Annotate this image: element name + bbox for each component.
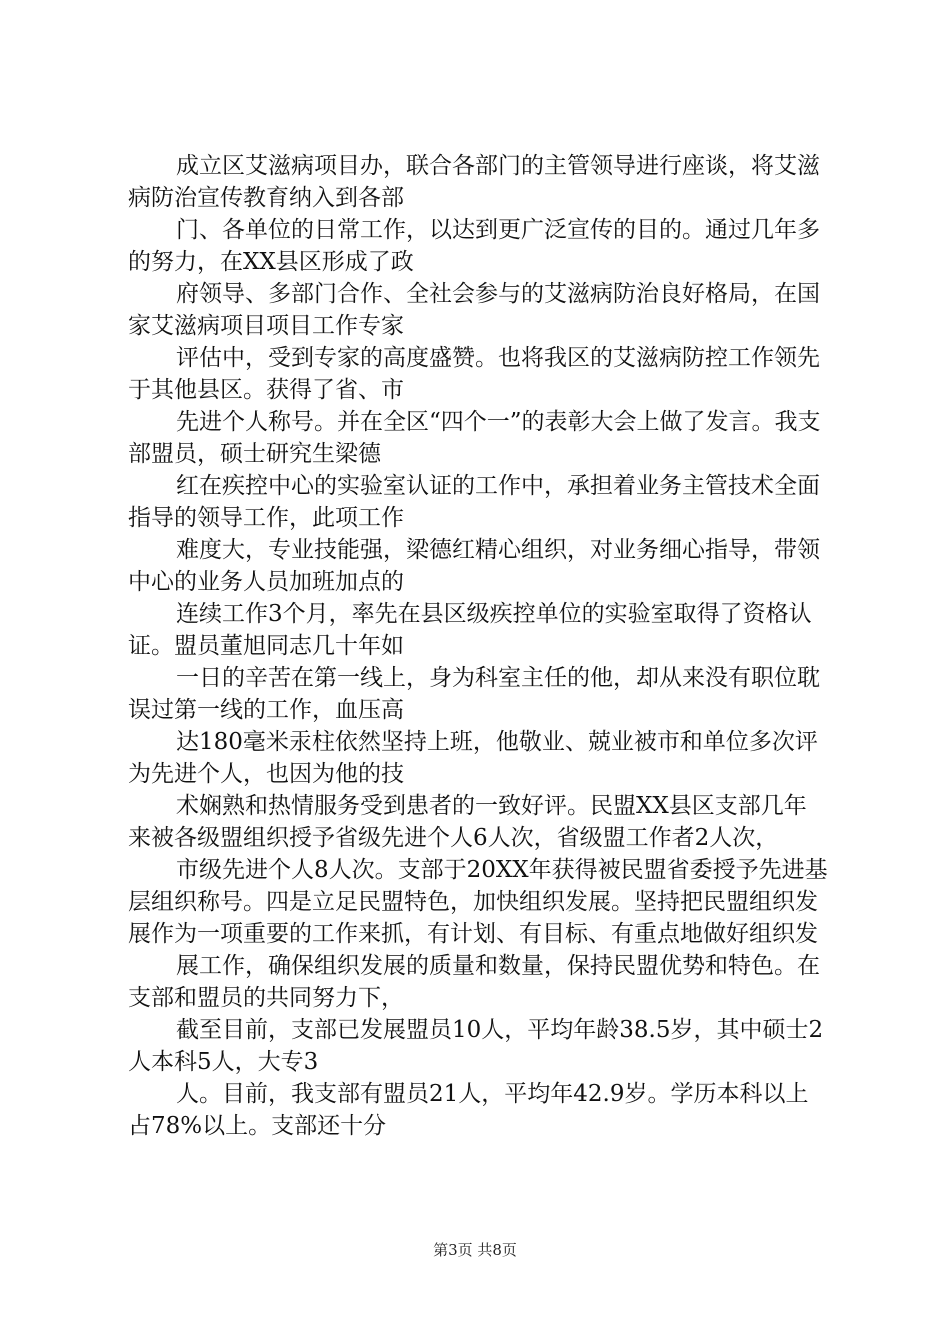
paragraph-3: 府领导、多部门合作、全社会参与的艾滋病防治良好格局，在国家艾滋病项目项目工作专家 [128, 281, 820, 339]
paragraph-15: 人。目前，我支部有盟员21人，平均年42.9岁。学历本科以上占78%以上。支部还十分 [128, 1081, 809, 1139]
paragraph-1: 成立区艾滋病项目办，联合各部门的主管领导进行座谈，将艾滋病防治宣传教育纳入到各部 [128, 153, 820, 211]
page-number-label: 第3页 共8页 [433, 1241, 517, 1259]
paragraph-10: 达180毫米汞柱依然坚持上班，他敬业、兢业被市和单位多次评为先进个人，也因为他的技 [128, 729, 818, 787]
paragraph-5: 先进个人称号。并在全区“四个一”的表彰大会上做了发言。我支部盟员，硕士研究生梁德 [128, 409, 821, 467]
paragraph-9: 一日的辛苦在第一线上，身为科室主任的他，却从来没有职位耽误过第一线的工作，血压高 [128, 665, 820, 723]
paragraph-13: 展工作，确保组织发展的质量和数量，保持民盟优势和特色。在支部和盟员的共同努力下， [128, 953, 820, 1011]
paragraph-6: 红在疾控中心的实验室认证的工作中，承担着业务主管技术全面指导的领导工作，此项工作 [128, 473, 820, 531]
body-text [128, 150, 828, 1142]
paragraph-11: 术娴熟和热情服务受到患者的一致好评。民盟XX县区支部几年来被各级盟组织授予省级先进个人6人次，省级盟工作者2人次， [128, 793, 807, 851]
paragraph-8: 连续工作3个月，率先在县区级疾控单位的实验室取得了资格认证。盟员董旭同志几十年如 [128, 601, 812, 659]
page-footer [0, 1240, 950, 1260]
paragraph-12: 市级先进个人8人次。支部于20XX年获得被民盟省委授予先进基层组织称号。四是立足民盟特色，加快组织发展。坚持把民盟组织发展作为一项重要的工作来抓，有计划、有目标、有重点地做好组织发 [128, 857, 828, 947]
paragraph-2: 门、各单位的日常工作，以达到更广泛宣传的目的。通过几年多的努力，在XX县区形成了政 [128, 217, 820, 275]
paragraph-7: 难度大，专业技能强，梁德红精心组织，对业务细心指导，带领中心的业务人员加班加点的 [128, 537, 820, 595]
paragraph-14: 截至目前，支部已发展盟员10人，平均年龄38.5岁，其中硕士2人本科5人，大专3 [128, 1017, 824, 1075]
paragraph-4: 评估中，受到专家的高度盛赞。也将我区的艾滋病防控工作领先于其他县区。获得了省、市 [128, 345, 820, 403]
